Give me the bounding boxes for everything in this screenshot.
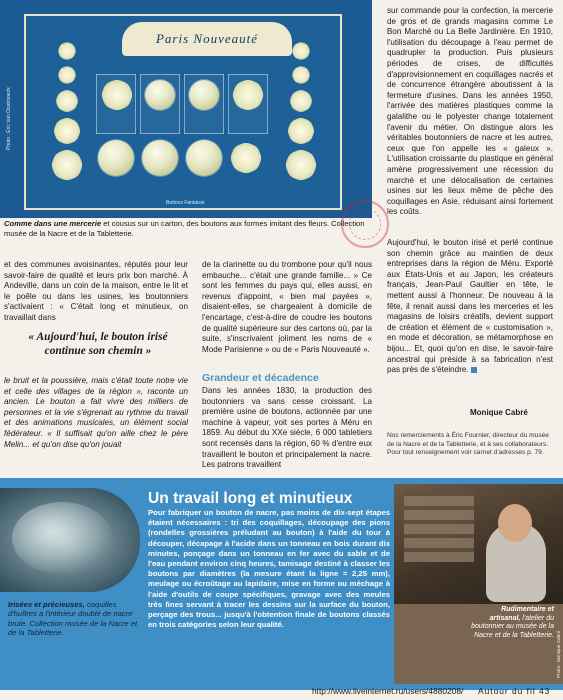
button-round (186, 140, 222, 176)
shell-caption-lead: Irisées et précieuses, (8, 600, 85, 609)
shell-photo (0, 488, 140, 592)
panel-text: Pour fabriquer un bouton de nacre, pas moins de dix-sept étapes étaient nécessaires : tri des coquillages, découpage des pions (rondelles grossières préludant au bouton) à l'aide du tour à découper, décapage à l'acide dans un tonneau en bois durant dix minutes, ponçage dans un tonneau en fer avec du sable et de l'eau pendant environ cinq heures, tamisage destiné à classer les boutons par diamètres (la mesure étant la ligne = 2,25 mm), meulage ou écroûtage au lapidaire, mise en forme ou méchage à l'aide d'outils de coupe spécifiques, gravage avec des meules très fines servant à tracer les dessins sur la surface du bouton, perçage des trous... jusqu'à l'obtention finale de boutons classés en trois catégories selon leur qualité. (148, 508, 390, 630)
page-folio: Autour du fil 43 (478, 686, 551, 696)
button-flower (229, 141, 263, 175)
column-2-top: de la clarinette ou du trombone pour qu'il nous embauche... c'était une grande famille... » Ce sont les femmes du pays qui, elles aussi, en revenus d'appoint, « bien mal payées », disaient-elles, se chargeaient à domicile de l'encartage, c'est-à-dire de coudre les boutons de qualité supérieure sur des cartons où, par la suite, s'inscrivaient joliment les noms de « Mode Parisienne » ou de « Paris Nouveauté ». (202, 260, 372, 354)
button-round (189, 80, 219, 110)
right-column-top: sur commande pour la confection, la mercerie de gros et de grands magasins comme Le Bon Marché ou La Belle Jardinière. En 1910, l'utilisation du découpage à l'eau permet de quadrupler la production. Puis plusieurs périodes de crises, de difficultés d'approvisionnement en coquillages nacrés et de concurrence étrangère aboutissent à la fermeture d'usines. Dans les années 1950, l'arrivée des matières plastiques comme la galalithe ou le polyester change totalement l'avenir du métier. On distingue alors les véritables boutonniers de nacre et les autres, ceux que l'on appelle les « galeux ». L'utilisation croissante du plastique en général amène progressivement une récession du marché et une délocalisation de certaines usines sur les lieux même de pêche des coquillages en Asie, réduisant ainsi fortement les coûts. (387, 6, 553, 217)
button-flower (290, 64, 312, 86)
end-mark-icon (471, 367, 477, 373)
column-3 (387, 238, 553, 376)
column-2-bottom: Dans les années 1830, la production des boutonniers va sans cesse croissant. La première usine de boutons, actionnée par une machine à vapeur, voit ses portes à Méru en 1859. Au début du XXe siècle, 6 000 tabletiers sont recensés dans la région, 60 % d'entre eux travaillent le bouton et principalement la nacre. Les patrons travaillent (202, 386, 372, 470)
workshop-caption-text: l'atelier du boutonnier au musée de la Nacre et de la Tabletterie. (471, 614, 554, 639)
button-flower (290, 40, 312, 62)
workshop-caption (470, 606, 554, 640)
pull-quote: « Aujourd'hui, le bouton irisé continue son chemin » (28, 331, 168, 357)
button-flower (54, 88, 80, 114)
caption-lead: Comme dans une mercerie (4, 219, 102, 228)
section-heading: Grandeur et décadence (202, 372, 319, 384)
caption-text: et cousus sur un carton, des boutons aux formes imitant des fleurs. Collection musée de la Nacre et de la Tabletterie. (4, 219, 365, 238)
column-1-bottom: le bruit et la poussière, mais c'était toute notre vie et celle des villages de la région », raconte un ancien. Le bouton a fait vivre des milliers de personnes et la vie s'égrenait au rythme du travail et des animations musicales, un élément social fédérateur. « Il suffisait qu'on aille chez le père Melin... et qu'on dise qu'on jouait (4, 376, 188, 449)
button-flower (286, 116, 316, 146)
hero-photo (0, 0, 372, 218)
button-card (24, 14, 342, 210)
column-1-top: et des communes avoisinantes, réputés pour leur savoir-faire de qualité et leurs prix bon marché. À Andeville, dans un coin de la maison, entre le lit et le poêle ou dans les usines, les boutonniers s'activaient : « C'était long et minutieux, on travaillait dans (4, 260, 188, 322)
shell-caption (8, 600, 143, 638)
shelf (404, 492, 474, 562)
panel-title: Un travail long et minutieux (148, 490, 353, 507)
button-flower (288, 88, 314, 114)
workshop-photo (394, 484, 563, 684)
card-footer-label: Bottons Fantaisie (166, 200, 205, 206)
card-title: Paris Nouveauté (122, 22, 292, 56)
button-flower (56, 64, 78, 86)
craftsman-head (498, 504, 532, 542)
button-flower (52, 116, 82, 146)
button-flower (231, 78, 265, 112)
button-flower (50, 148, 84, 182)
photo-caption (4, 219, 374, 238)
button-round (142, 140, 178, 176)
column-3-text: Aujourd'hui, le bouton irisé et perlé continue son chemin grâce au maintien de deux entreprises dans la région de Méru. Exporté aux États-Unis et au Japon, les créateurs français, Jean-Paul Gaultier en tête, le mettent aussi à l'honneur. De nouveau à la fête, il renait aussi dans les merceries et les magasins de loisirs créatifs, devient support de création et élément de « customisation », en mode et décoration, se métamorphose en bijou... Et, quoi qu'on en dise, le savoir-faire ancestral qui préside à sa fabrication n'est pas près de s'éteindre. (387, 238, 553, 375)
button-round (98, 140, 134, 176)
shell-caption-text: coquilles d'huîtres à l'intérieur doublé de nacre brute. Collection musée de la Nacre et de la Tabletterie. (8, 600, 138, 638)
button-flower (284, 148, 318, 182)
watermark-url: http://www.liveinternet.ru/users/4880208/ (312, 686, 464, 696)
workshop-photo-credit: Photo : Monique Cabré (556, 630, 561, 678)
button-flower (100, 78, 134, 112)
button-round (145, 80, 175, 110)
workshop-caption-lead: Rudimentaire et artisanal, (489, 606, 554, 622)
button-flower (56, 40, 78, 62)
author-signature: Monique Cabré (470, 408, 528, 417)
acknowledgements: Nos remerciements à Éric Fournier, directeur du musée de la Nacre et de la Tabletterie, et à ses collaborateurs. Pour tout renseignement voir carnet d'adresses p. 79. (387, 432, 549, 457)
photo-credit: Photo : Eric Van Oostrooeck (6, 87, 12, 150)
